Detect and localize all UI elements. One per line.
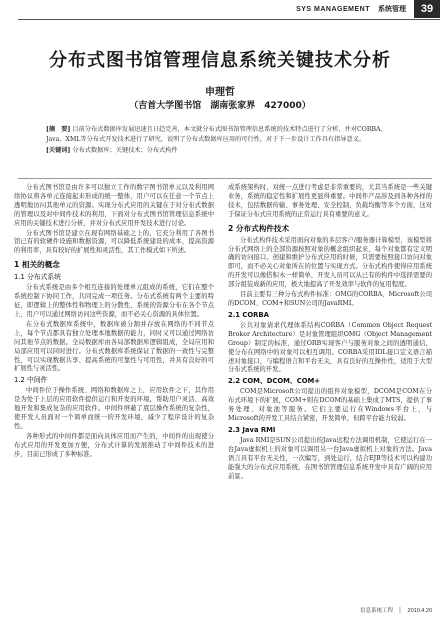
intro-paragraph-1: 分布式图书馆是由许多可以独立工作的数字图书馆单元以及利用网络协议将各单元连接起来形成的统一整体，用户可以在任意一个节点上透明地访问其他单元的资源。实现分布式应用的关键在于对分布式数据的管理以及对中间件技术的利用，下面对分布式图书馆管理信息系统中应用的关键技术进行分析，并对分布式应用开发技术进行讨论。 xyxy=(14,184,214,227)
intro-paragraph-2: 分布式图书馆是建立在现有网络基础之上的，它充分利用了各图书馆已有的软硬件设施和数据资源，可以降低系统建设的成本，提高资源的利用率，具有较好的扩展性和灵活性，其工作模式如下所述。 xyxy=(14,229,214,255)
abstract-label: [摘 要] xyxy=(46,126,71,133)
section-1-2-paragraph-2: 各种形式的中间件都是面向具体应用而产生的，中间件的出现使分布式应用的开发更加方便，分布式计算的发展推动了中间件技术的进步，目前已形成了多种标准。 xyxy=(14,432,214,458)
section-2-1-heading: 2.1 CORBA xyxy=(228,310,269,319)
section-1-2-paragraph-1: 中间件位于操作系统、网络和数据库之上，应用软件之下，其作用是为处于上层的应用软件提供运行和开发的环境，帮助用户灵活、高效地开发和集成复杂的应用软件。中间件屏蔽了底层操作系统的复杂性，使开发人员面对一个简单而统一的开发环境，减少了程序设计的复杂性。 xyxy=(14,387,214,430)
column-name: 系统管理 xyxy=(378,6,406,13)
article-title: 分布式图书馆管理信息系统关键技术分析 xyxy=(49,50,391,71)
page-header xyxy=(0,0,440,18)
keywords-text: 分布式数据库；关键技术；分布式构件 xyxy=(72,147,178,154)
section-2-3-paragraph: Java RMI是SUN公司提出的Java远程方法调用机制，它使运行在一台Java虚拟机上的对象可以调用另一台Java虚拟机上对象的方法。Java语言具有平台无关性，一次编写，到处运行，结合EJB等技术可以构建功能强大的分布式应用系统，在图书馆管理信息系统开发中具有广阔的应用前景。 xyxy=(228,436,432,480)
section-1-1-heading: 1.1 分布式系统 xyxy=(14,273,61,282)
section-2-3-heading: 2.3 Java RMI xyxy=(228,425,276,434)
abstract-rule xyxy=(18,178,432,179)
section-2-paragraph-2: 目前主要有三种分布式构件标准：OMG的CORBA、Microsoft公司的DCOM、COM+和SUN公司的JavaRMI。 xyxy=(228,291,432,307)
section-1-2-heading: 1.2 中间件 xyxy=(14,376,48,385)
section-2-1-paragraph: 公共对象请求代理体系结构CORBA（Common Object Request Broker Architecture）是对象管理组织OMG（Object Management Group）制定的标准，通过ORB实现客户与服务对象之间的透明通信，使分布在网络中的对象可以相互调用。CORBA采用IDL接口定义语言描述对象接口，与编程语言和平台无关，具有良好的互操作性，适用于大型分布式系统的开发。 xyxy=(228,321,432,374)
section-2-heading: 2 分布式构件技术 xyxy=(228,223,290,233)
header-right xyxy=(230,0,440,18)
page-footer: 信息系统工程 │ 2010.4.20 xyxy=(360,608,432,614)
section-2-2-heading: 2.2 COM、DCOM、COM+ xyxy=(228,377,320,386)
right-column xyxy=(228,184,432,482)
author-name: 申理哲 xyxy=(205,87,235,98)
continued-paragraph: 成系统架构时，对统一点进行考虑是非常重要的，尤其当系统是一些关键业务，系统的稳定性和扩展性更显得重要。中间件产品涉及到各种各样的技术，包括数据传输、事务处理、安全控制、负载均衡等多个方面，这对于保证分布式应用系统的正常运行具有重要的意义。 xyxy=(228,184,432,218)
abstract-text: 目前分布式数据库发展迅速且日趋完善，本文就分布式图书馆管理信息系统的技术特点进行了分析，并对CORBA、Java、XML等分布式开发技术进行了研究，说明了分布式数据库应用的可行性，对于下一步设计工作具有指导意义。 xyxy=(46,126,387,143)
section-1-1-paragraph-2: 在分布式数据库系统中，数据库被分割并存放在网络的不同节点上，每个节点都具有独立处理本地数据的能力，同时又可以通过网络访问其他节点的数据。全局数据库由各局部数据库逻辑组成，全局应用和局部应用可以同时进行。分布式数据库系统保证了数据的一致性与完整性，可以实现数据共享、提高系统的可靠性与可用性，并具有良好的可扩展性与灵活性。 xyxy=(14,320,214,373)
page-number: 39 xyxy=(414,0,440,18)
journal-name: SYS MANAGEMENT xyxy=(296,5,370,13)
keywords-paragraph xyxy=(46,146,398,156)
section-2-2-paragraph: COM是Microsoft公司提出的组件对象模型，DCOM是COM在分布式环境下的扩展，COM+则在DCOM的基础上集成了MTS，提供了事务处理、对象池等服务。它们主要运行在Windows平台上，与Microsoft的开发工具结合紧密，开发简单，但跨平台能力较弱。 xyxy=(228,388,432,423)
header-rule xyxy=(18,19,440,20)
abstract-block xyxy=(46,125,398,156)
section-2-paragraph-1: 分布式构件技术采用面向对象的多层客户/服务器计算模型，该模型将分布式网络上的全部资源按照对象的概念组织起来，每个对象都有定义明确的访问接口。创建和维护分布式应用的时候，只需要按照接口访问对象即可，而不必关心对象所在的位置与实现方式。分布式构件使得应用系统的开发可以像搭积木一样简单，开发人员可以从已有的构件中选择需要的部分组装成新的应用，极大地提高了开发效率与软件的复用程度。 xyxy=(228,236,432,289)
section-1-heading: 1 相关的概念 xyxy=(14,260,60,270)
section-1-1-paragraph-1: 分布式系统是由多个相互连接的处理单元组成的系统，它们在整个系统控制下协同工作，共同完成一项任务。分布式系统有两个主要的特征，即逻辑上的整体性和物理上的分散性，系统的资源分布在各个节点上，用户可以通过网络访问这些资源，而不必关心资源的具体位置。 xyxy=(14,284,214,318)
keywords-label: [关键词] xyxy=(46,147,71,154)
left-column xyxy=(14,184,214,461)
author-affiliation: （吉首大学图书馆 湖南张家界 427000） xyxy=(129,101,311,111)
abstract-paragraph xyxy=(46,125,398,144)
